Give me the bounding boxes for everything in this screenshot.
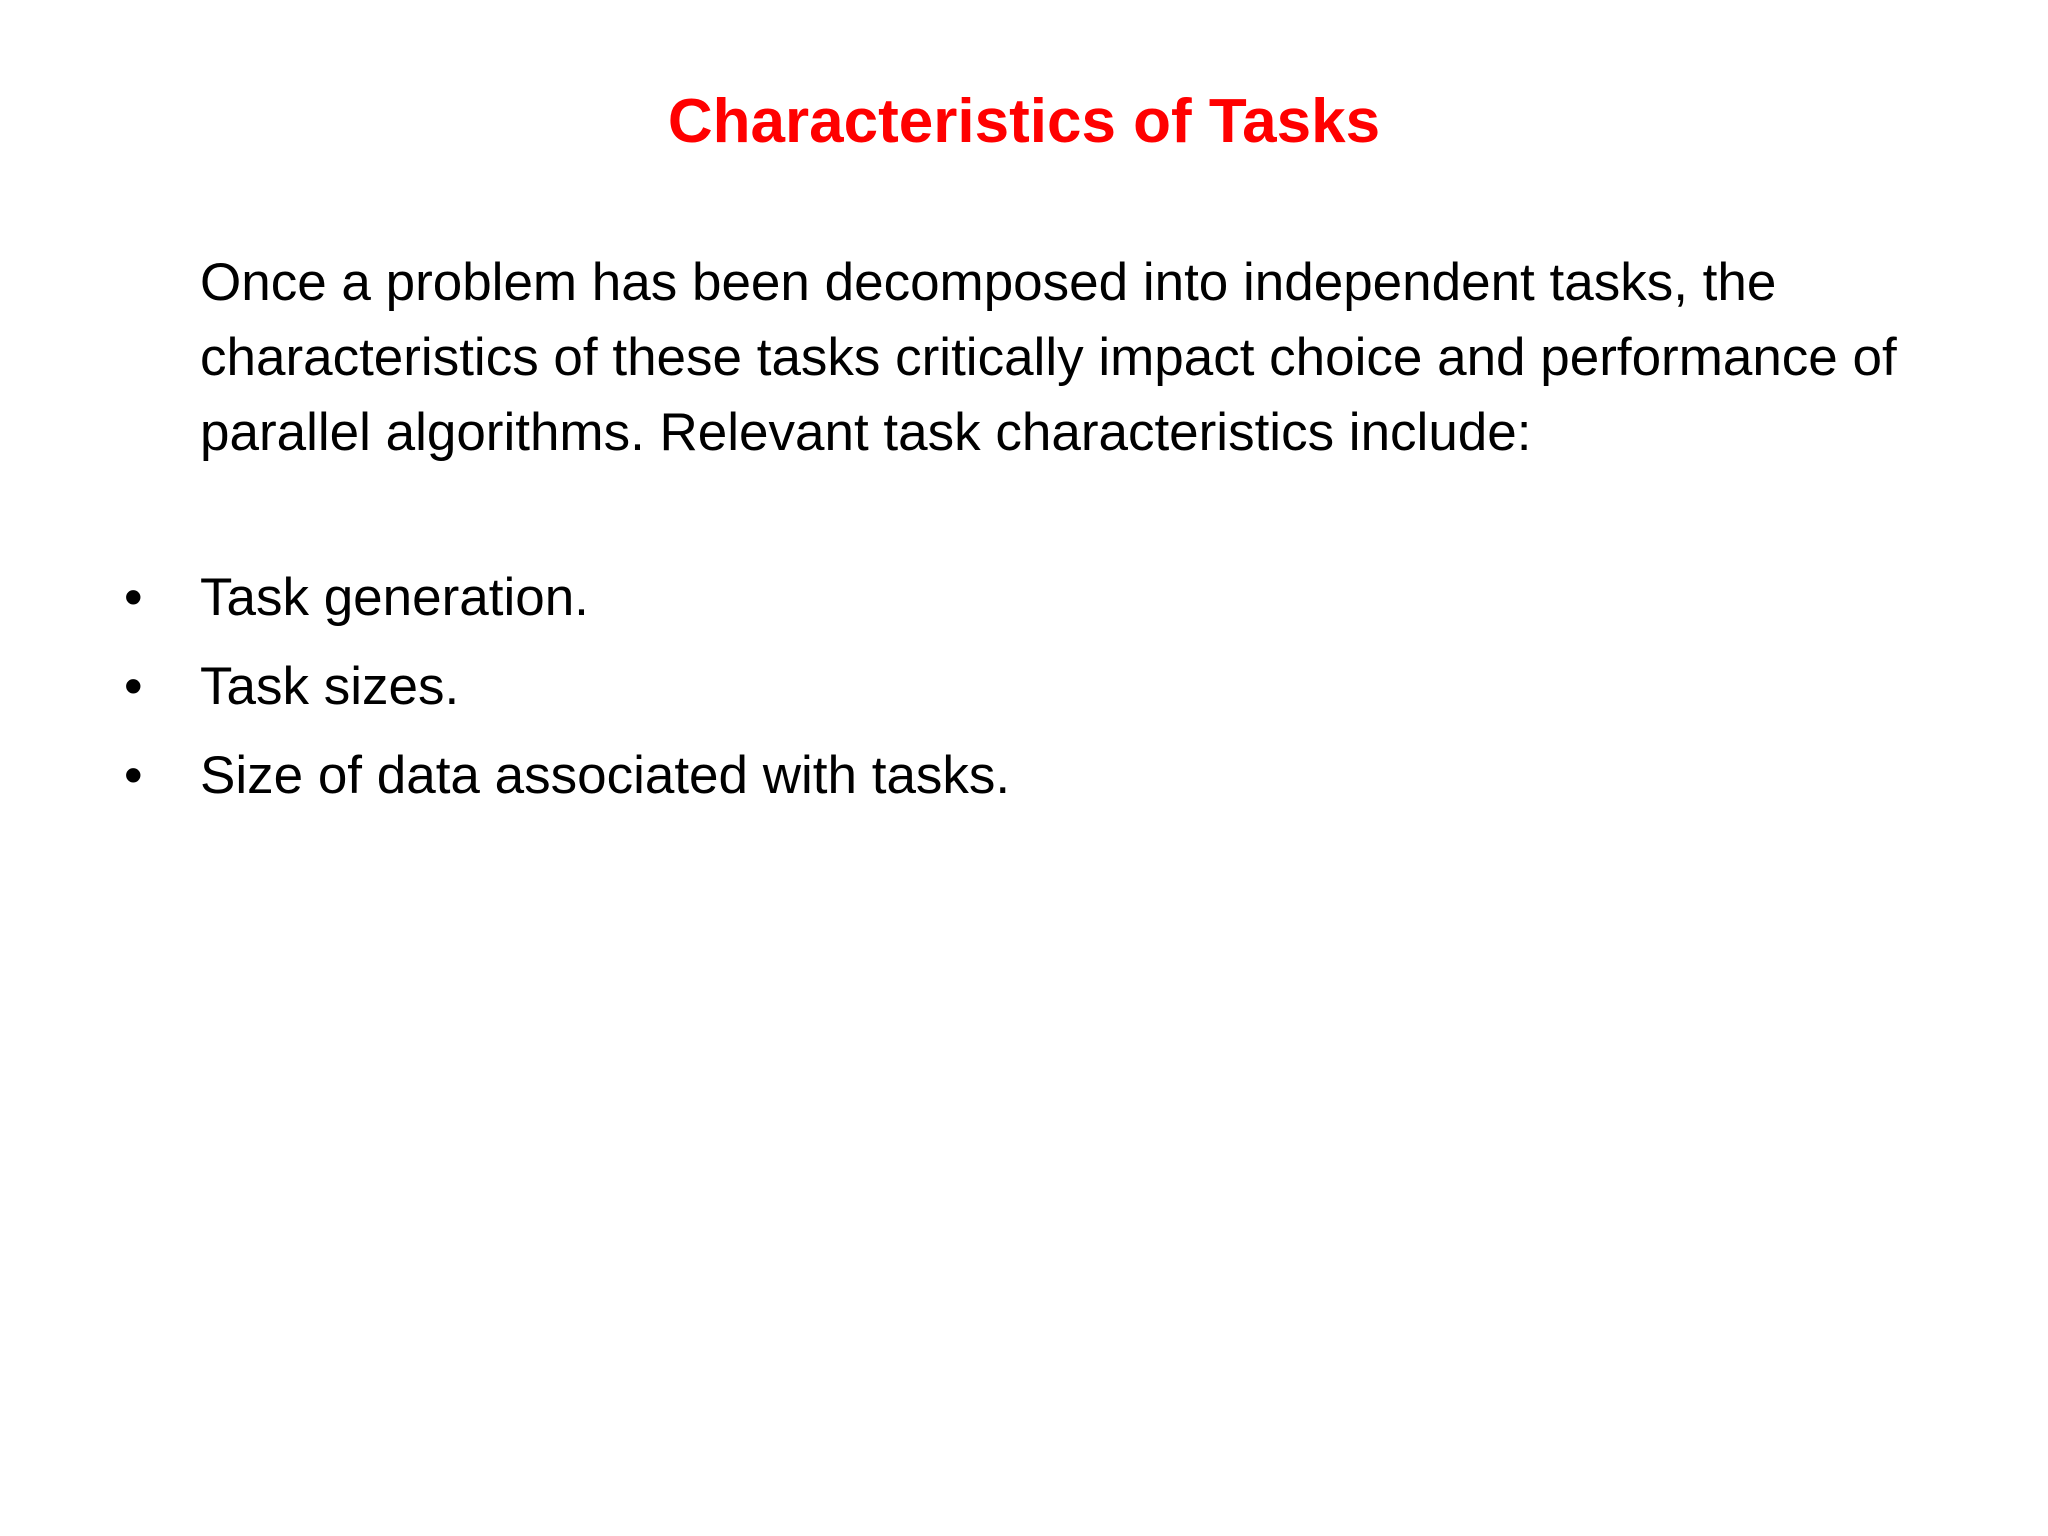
bullet-text-task-generation: Task generation. [200,568,589,627]
bullet-list [0,560,2048,827]
list-item [0,560,2048,649]
bullet-dot-icon: • [124,568,143,627]
intro-paragraph: Once a problem has been decomposed into independent tasks, the characteristics of these tasks critically impact choice and performance of parallel algorithms. Relevant task characteristics include: [200,253,1897,462]
bullet-dot-icon: • [124,657,143,716]
list-item [0,738,2048,827]
list-item [0,649,2048,738]
slide-title: Characteristics of Tasks [667,87,1381,156]
bullet-text-task-sizes: Task sizes. [200,657,460,716]
bullet-text-data-size: Size of data associated with tasks. [200,746,1011,805]
bullet-dot-icon: • [124,746,143,805]
